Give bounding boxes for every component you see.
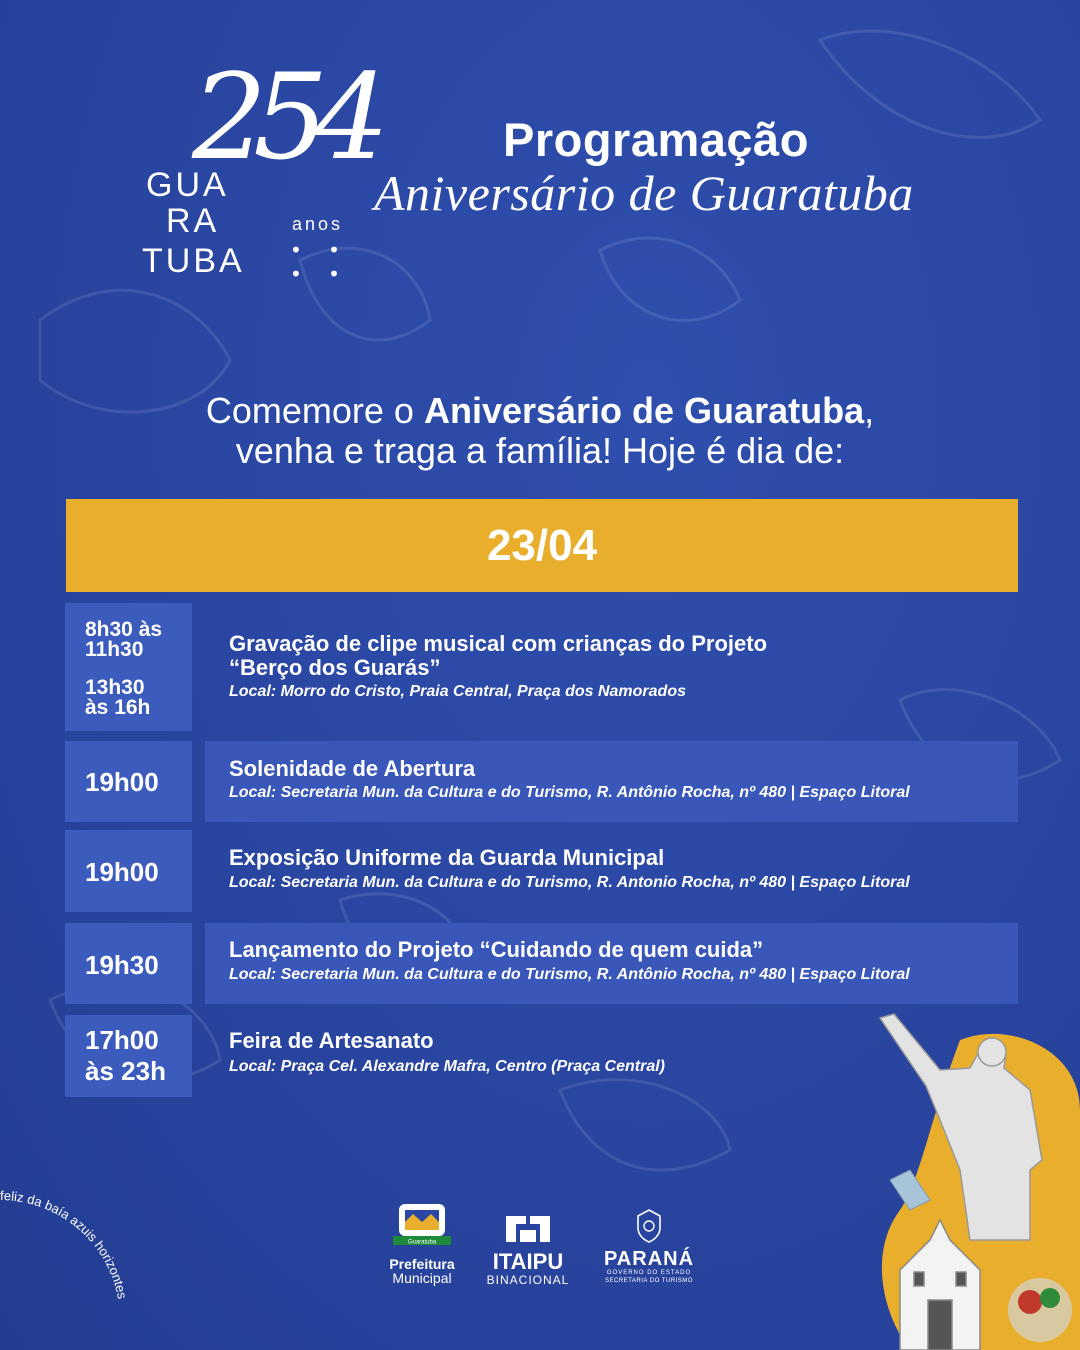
parana-sublabel1: GOVERNO DO ESTADO: [606, 1270, 692, 1276]
prefeitura-logo: [382, 1200, 462, 1286]
event-time: 8h30 às: [85, 618, 163, 641]
parana-logo: [594, 1208, 704, 1285]
curved-slogan-text: feliz da baía azuis horizontes: [0, 1187, 131, 1301]
event-row: [65, 603, 1018, 731]
event-title: Solenidade de Abertura: [229, 756, 476, 781]
itaipu-label: ITAIPU: [492, 1249, 564, 1274]
event-time: 17h00: [85, 1025, 159, 1055]
event-time: 13h30: [85, 676, 145, 699]
event-location: Local: Secretaria Mun. da Cultura e do Turismo, R. Antônio Rocha, nº 480 | Espaço Litoral: [229, 966, 910, 983]
date-banner: [66, 499, 1018, 592]
event-title: Gravação de clipe musical com crianças do Projeto: [229, 631, 768, 656]
event-row: [65, 741, 1018, 822]
event-time-box: [65, 923, 192, 1004]
intro-line2: venha e traga a família! Hoje é dia de:: [235, 430, 845, 471]
itaipu-icon: [500, 1210, 556, 1246]
prefeitura-seal-icon: [389, 1200, 455, 1252]
event-info: [205, 923, 1018, 1004]
event-location: Local: Secretaria Mun. da Cultura e do Turismo, R. Antonio Rocha, nº 480 | Espaço Litoral: [229, 874, 910, 891]
event-time: 19h30: [85, 950, 159, 980]
event-location: Local: Morro do Cristo, Praia Central, Praça dos Namorados: [229, 683, 686, 700]
prefeitura-seal-text: Guaratuba: [407, 1239, 437, 1246]
event-info: [205, 603, 1018, 731]
event-title: Feira de Artesanato: [229, 1028, 434, 1053]
event-time-box: [65, 1015, 192, 1097]
date-label: 23/04: [486, 520, 598, 570]
logo-word-line2: RA: [166, 202, 220, 240]
event-time-box: [65, 603, 192, 731]
page-subtitle: Aniversário de Guaratuba: [374, 165, 914, 221]
event-title: Lançamento do Projeto “Cuidando de quem cuida”: [229, 937, 764, 962]
parana-crest-icon: [634, 1208, 664, 1244]
logo-dots: • • • •: [290, 238, 350, 286]
event-info: [205, 830, 1018, 912]
cristo-statue-illustration: [870, 1010, 1080, 1350]
prefeitura-sublabel: Municipal: [392, 1270, 452, 1286]
parana-label: PARANÁ: [603, 1248, 695, 1270]
event-time: 11h30: [85, 638, 144, 661]
event-row: [65, 923, 1018, 1004]
event-title: “Berço dos Guarás”: [229, 655, 441, 680]
intro-line1-bold: Aniversário de Guaratuba: [423, 390, 865, 431]
logo-anos: anos: [292, 214, 344, 234]
itaipu-logo: [478, 1210, 578, 1287]
event-time: às 16h: [85, 696, 151, 719]
logo-word-line3: TUBA: [142, 242, 245, 280]
parana-sublabel2: SECRETARIA DO TURISMO: [605, 1278, 693, 1284]
event-time: às 23h: [85, 1056, 166, 1086]
event-time-box: [65, 741, 192, 822]
event-time: 19h00: [85, 767, 159, 797]
prefeitura-label: Prefeitura: [389, 1256, 455, 1272]
event-time: 19h00: [85, 857, 159, 887]
event-location: Local: Secretaria Mun. da Cultura e do Turismo, R. Antônio Rocha, nº 480 | Espaço Litoral: [229, 784, 910, 801]
event-row: [65, 830, 1018, 912]
event-location: Local: Praça Cel. Alexandre Mafra, Centro (Praça Central): [229, 1058, 665, 1075]
intro-line1: [0, 390, 1080, 432]
intro-line1-pre: Comemore o: [205, 390, 424, 431]
itaipu-sublabel: BINACIONAL: [486, 1273, 570, 1287]
intro-line1-post: ,: [864, 390, 875, 431]
svg-text:feliz da baía azuis horizontes: [0, 1188, 130, 1301]
logo-word-line1: GUA: [146, 166, 229, 204]
page-title: Programação: [503, 113, 809, 166]
event-info: [205, 741, 1018, 822]
event-title: Exposição Uniforme da Guarda Municipal: [229, 845, 665, 870]
logo-number: 254: [192, 48, 376, 186]
curved-slogan: [0, 1180, 150, 1350]
guaratuba-254-logo: [140, 48, 380, 288]
event-time-box: [65, 830, 192, 912]
